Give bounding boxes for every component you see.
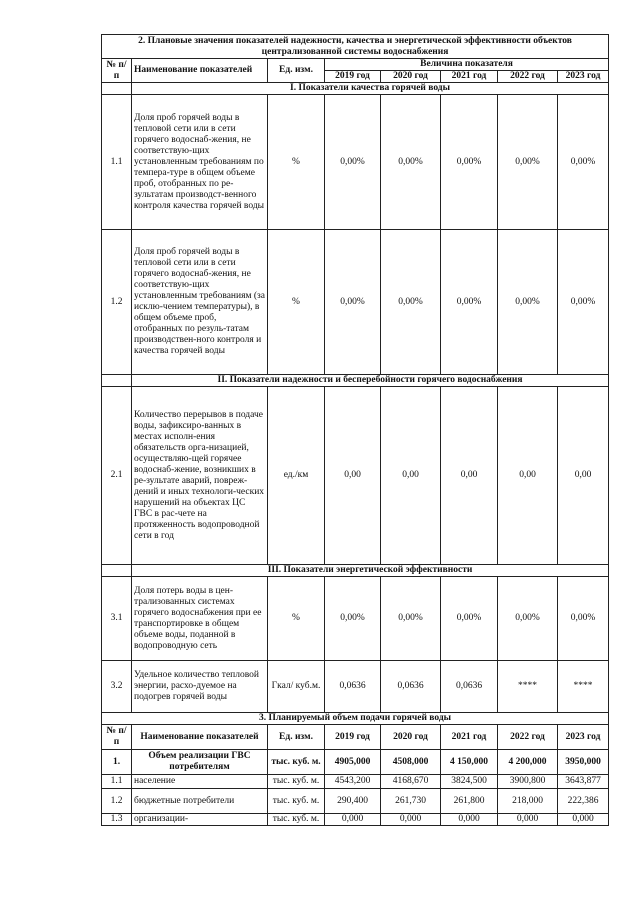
volume-row-value: 261,730 <box>381 789 441 814</box>
section-title: III. Показатели энергетической эффективности <box>132 565 609 577</box>
quality-table-title: 2. Плановые значения показателей надежности, качества и энергетической эффективности объектов централизованной системы водоснабжения <box>102 35 609 59</box>
volume-row-value: 222,386 <box>558 789 609 814</box>
volume-row-name: население <box>132 775 268 789</box>
header-year: 2023 год <box>558 71 609 83</box>
volume-row-name: бюджетные потребители <box>132 789 268 814</box>
volume-row-unit: тыс. куб. м. <box>268 789 325 814</box>
row-unit: % <box>268 577 325 661</box>
volume-row-value: 3643,877 <box>558 775 609 789</box>
row-value: 0,0636 <box>441 661 498 713</box>
row-value: **** <box>558 661 609 713</box>
volume-row-unit: тыс. куб. м. <box>268 814 325 826</box>
row-num: 1.1 <box>102 95 132 230</box>
header-year: 2021 год <box>441 71 498 83</box>
volume-row-name: Объем реализации ГВС потребителям <box>132 750 268 775</box>
section-title: II. Показатели надежности и бесперебойности горячего водоснабжения <box>132 375 609 387</box>
volume-row-num: 1.2 <box>102 789 132 814</box>
volume-header-year: 2022 год <box>498 725 558 750</box>
volume-row-value: 3900,800 <box>498 775 558 789</box>
row-value: 0,00% <box>498 95 558 230</box>
volume-row-value: 4 200,000 <box>498 750 558 775</box>
row-value: 0,00 <box>325 387 381 565</box>
row-value: 0,0636 <box>381 661 441 713</box>
row-value: 0,00 <box>558 387 609 565</box>
volume-row-value: 218,000 <box>498 789 558 814</box>
volume-row-value: 0,000 <box>441 814 498 826</box>
volume-table-title: 3. Планируемый объем подачи горячей воды <box>102 713 609 725</box>
volume-row-value: 4168,670 <box>381 775 441 789</box>
row-name: Доля проб горячей воды в тепловой сети или в сети горячего водоснаб-жения, не соответствую-щих установленным требованиям (за исклю-чением температуры), в общем объеме проб, отобранных по резуль-татам производствен-ного контроля и качества горячей воды <box>132 230 268 375</box>
volume-header-name: Наименование показателей <box>132 725 268 750</box>
volume-row-value: 3824,500 <box>441 775 498 789</box>
row-value: 0,0636 <box>325 661 381 713</box>
volume-row-value: 0,000 <box>325 814 381 826</box>
row-name: Удельное количество тепловой энергии, расхо-дуемое на подогрев горячей воды <box>132 661 268 713</box>
volume-header-unit: Ед. изм. <box>268 725 325 750</box>
volume-row-value: 0,000 <box>498 814 558 826</box>
row-unit: % <box>268 95 325 230</box>
volume-row-value: 290,400 <box>325 789 381 814</box>
row-value: 0,00% <box>325 577 381 661</box>
section-title: I. Показатели качества горячей воды <box>132 83 609 95</box>
row-value: 0,00% <box>325 95 381 230</box>
row-value: 0,00% <box>381 577 441 661</box>
volume-row-value: 261,800 <box>441 789 498 814</box>
row-value: 0,00% <box>441 95 498 230</box>
header-year: 2019 год <box>325 71 381 83</box>
indicators-table <box>101 34 609 826</box>
row-num: 2.1 <box>102 387 132 565</box>
volume-row-unit: тыс. куб. м. <box>268 775 325 789</box>
header-num: № п/п <box>102 59 132 83</box>
row-value: 0,00 <box>381 387 441 565</box>
volume-header-num: № п/п <box>102 725 132 750</box>
row-unit: ед./км <box>268 387 325 565</box>
volume-row-value: 0,000 <box>558 814 609 826</box>
row-name: Доля потерь воды в цен-трализованных системах горячего водоснабжения при ее транспортировке в общем объеме воды, поданной в водопроводную сеть <box>132 577 268 661</box>
volume-header-year: 2023 год <box>558 725 609 750</box>
header-year: 2020 год <box>381 71 441 83</box>
volume-row-value: 4 150,000 <box>441 750 498 775</box>
row-value: 0,00% <box>558 577 609 661</box>
volume-row-num: 1.1 <box>102 775 132 789</box>
row-value: 0,00% <box>441 230 498 375</box>
volume-row-num: 1.3 <box>102 814 132 826</box>
row-value: 0,00% <box>381 230 441 375</box>
volume-row-value: 4905,000 <box>325 750 381 775</box>
volume-row-num: 1. <box>102 750 132 775</box>
volume-header-year: 2021 год <box>441 725 498 750</box>
header-name: Наименование показателей <box>132 59 268 83</box>
volume-row-value: 4508,000 <box>381 750 441 775</box>
row-name: Доля проб горячей воды в тепловой сети или в сети горячего водоснаб-жения, не соответствую-щих установленным требованиям по темпера-туре в общем объеме проб, отобранных по ре-зультатам производст-венного контроля качества горячей воды <box>132 95 268 230</box>
row-unit: Гкал/ куб.м. <box>268 661 325 713</box>
header-year: 2022 год <box>498 71 558 83</box>
volume-row-unit: тыс. куб. м. <box>268 750 325 775</box>
row-value: **** <box>498 661 558 713</box>
row-value: 0,00% <box>441 577 498 661</box>
row-value: 0,00 <box>498 387 558 565</box>
volume-row-value: 3950,000 <box>558 750 609 775</box>
row-value: 0,00% <box>498 230 558 375</box>
row-value: 0,00% <box>325 230 381 375</box>
row-num: 1.2 <box>102 230 132 375</box>
row-unit: % <box>268 230 325 375</box>
row-value: 0,00 <box>441 387 498 565</box>
row-name: Количество перерывов в подаче воды, зафиксиро-ванных в местах исполн-ения обязательств орга-низацией, осуществляю-щей горячее водоснаб-жение, возникших в ре-зультате аварий, повреж-дений и иных технологи-ческих нарушений на объектах ЦС ГВС в рас-чете на протяженность водопроводной сети в год <box>132 387 268 565</box>
header-unit: Ед. изм. <box>268 59 325 83</box>
volume-row-value: 0,000 <box>381 814 441 826</box>
volume-header-year: 2019 год <box>325 725 381 750</box>
row-value: 0,00% <box>381 95 441 230</box>
volume-row-name: организации- <box>132 814 268 826</box>
row-num: 3.1 <box>102 577 132 661</box>
volume-row-value: 4543,200 <box>325 775 381 789</box>
header-value-group: Величина показателя <box>325 59 609 71</box>
row-num: 3.2 <box>102 661 132 713</box>
volume-header-year: 2020 год <box>381 725 441 750</box>
row-value: 0,00% <box>558 95 609 230</box>
row-value: 0,00% <box>558 230 609 375</box>
row-value: 0,00% <box>498 577 558 661</box>
